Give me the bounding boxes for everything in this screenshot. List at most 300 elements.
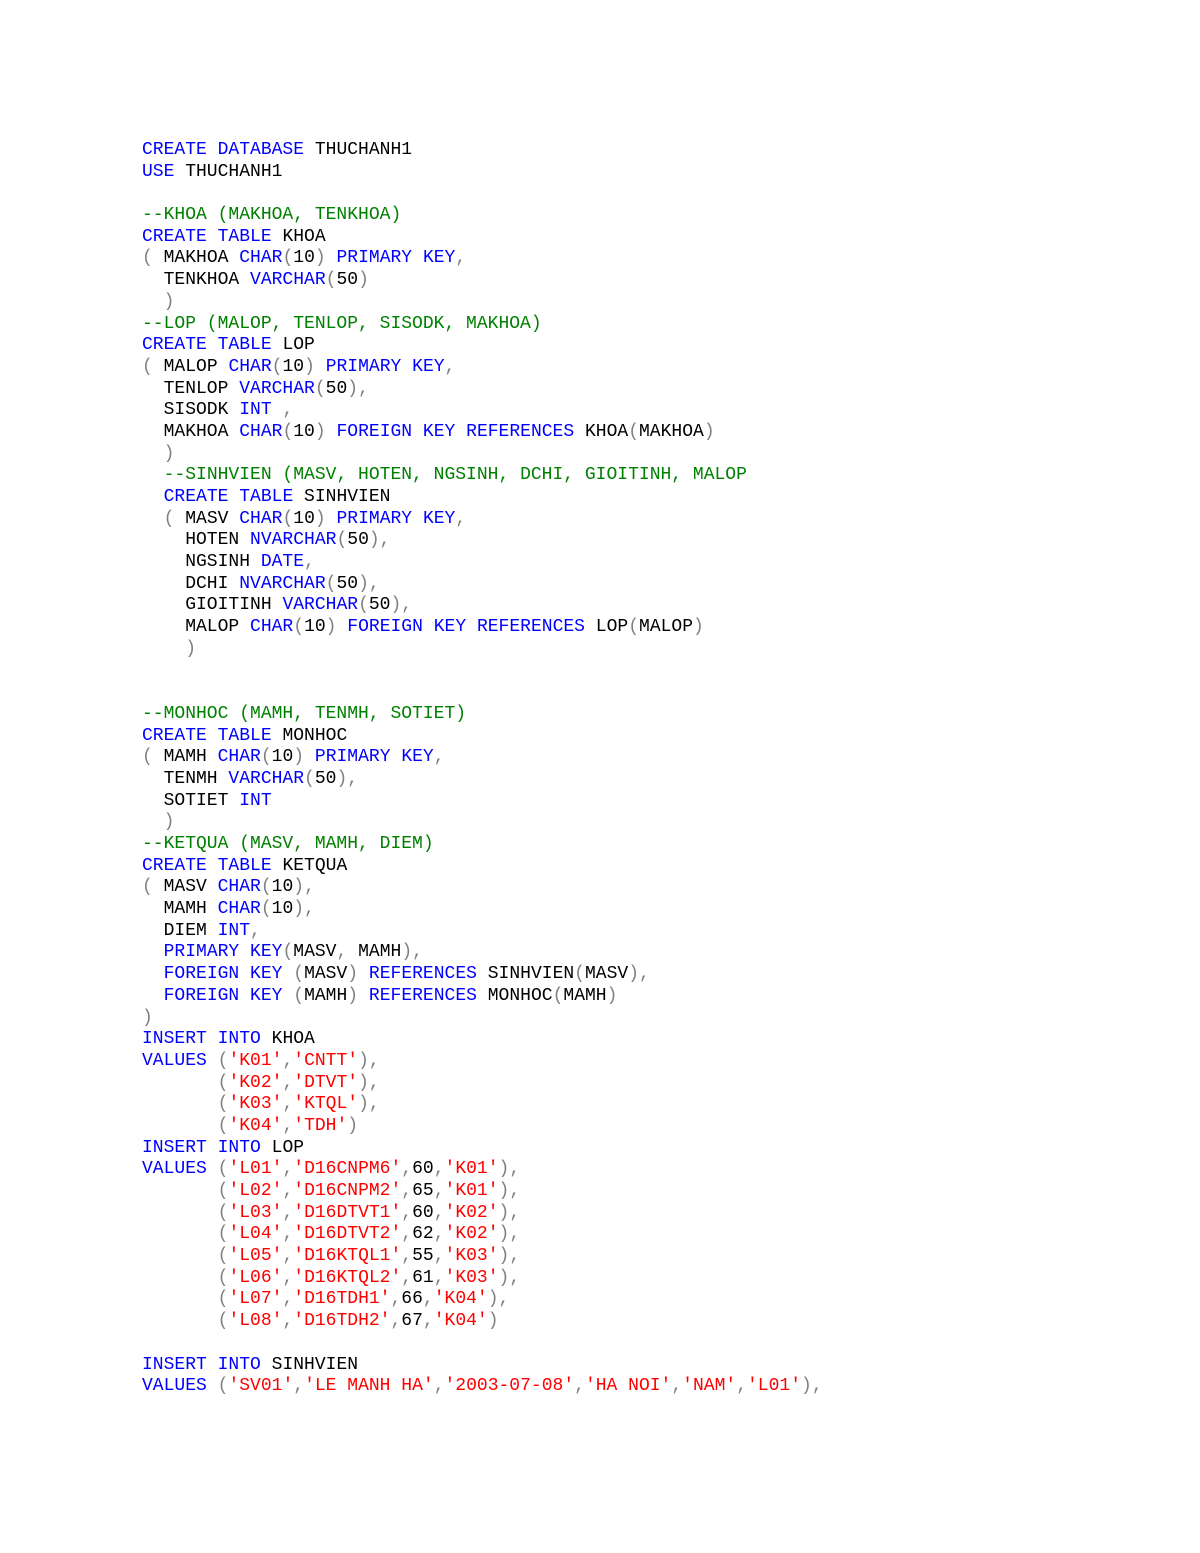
code-token-ident [391,747,402,767]
code-token-ident: SINHVIEN [476,964,575,985]
code-token-keyword: INT [239,790,272,811]
code-token-punct: , [433,1246,445,1267]
code-token-keyword: DATABASE [217,140,305,160]
code-token-punct: , [574,1376,585,1397]
code-token-punct: ) [606,985,618,1006]
code-token-ident [207,140,218,160]
code-token-ident [142,812,164,832]
code-token-string: 'K02' [228,1072,283,1093]
code-line [142,1051,823,1073]
code-token-punct: ( [142,877,153,898]
code-token-punct: ( [217,1376,229,1397]
code-token-punct: , [401,1267,413,1288]
code-token-ident [326,422,337,442]
code-line [142,661,823,683]
code-token-string: 'K03' [444,1267,499,1288]
code-token-comment: --KHOA (MAKHOA, TENKHOA) [142,205,402,226]
code-token-ident [466,617,477,637]
code-line [142,1246,823,1268]
code-token-ident: GIOITINH [142,595,283,616]
code-token-ident [142,1311,218,1331]
code-token-string: 'TDH' [293,1115,348,1136]
code-token-punct: , [336,942,348,963]
code-token-keyword: CREATE [142,725,207,746]
code-token-number: 50 [314,768,337,789]
code-token-keyword: FOREIGN [336,421,413,442]
code-token-punct: , [455,508,467,529]
code-token-string: 'K01' [444,1181,499,1201]
code-token-number: 61 [412,1267,434,1288]
code-token-punct: ) [703,421,715,442]
code-token-punct: ( [304,768,315,789]
code-token-ident: SISODK [142,400,240,421]
code-line [142,379,823,401]
code-token-string: 'K04' [433,1289,488,1310]
code-token-punct: ( [271,356,283,377]
code-token-string: 'D16KTQL1' [293,1246,402,1267]
code-token-ident [239,986,250,1006]
code-line [142,227,823,249]
code-token-punct: ), [358,573,380,594]
code-token-ident: TENLOP [142,378,240,399]
code-token-keyword: KEY [422,508,456,529]
code-token-punct: ), [498,1181,521,1201]
code-token-keyword: CHAR [239,248,283,269]
code-line [142,899,823,921]
code-token-punct: ( [217,1159,229,1180]
code-token-ident: MAMH [347,942,402,963]
code-token-keyword: KEY [433,617,467,638]
code-token-punct: , [282,400,294,421]
code-token-keyword: VALUES [142,1376,207,1397]
code-token-keyword: FOREIGN [347,617,423,638]
code-token-string: 'L07' [228,1289,283,1310]
code-line [142,422,823,444]
code-token-punct: ( [163,508,175,529]
code-token-keyword: KEY [250,964,283,985]
code-line [142,747,823,769]
code-token-punct: , [282,1050,294,1071]
code-token-ident [207,227,218,247]
code-token-number: 50 [368,595,391,616]
code-token-punct: , [433,1376,445,1397]
code-token-punct: , [422,1289,434,1310]
code-token-ident [142,639,185,659]
code-token-ident: MASV [304,964,348,985]
code-token-punct: , [736,1376,747,1397]
code-token-ident [142,1094,218,1114]
code-line [142,574,823,596]
code-token-punct: ( [260,877,272,898]
code-token-number: 66 [401,1289,423,1310]
code-token-ident [142,509,164,529]
code-token-keyword: CHAR [239,421,283,442]
code-token-punct: , [250,920,261,941]
code-token-string: 'L01' [747,1376,802,1397]
code-token-keyword: TABLE [217,725,272,746]
code-line [142,1181,823,1203]
code-token-punct: ( [217,1311,229,1332]
code-line [142,769,823,791]
code-line [142,1376,823,1398]
code-token-keyword: TABLE [217,855,272,876]
code-token-number: 50 [347,530,369,551]
code-token-string: 'D16KTQL2' [293,1267,402,1288]
code-token-ident: KHOA [271,226,326,247]
code-token-punct: ) [358,270,369,291]
code-token-punct: ( [574,964,585,985]
code-token-string: 'D16CNPM2' [293,1181,402,1201]
code-token-number: 10 [282,356,305,377]
code-token-number: 60 [412,1202,434,1223]
code-token-punct: ( [325,573,337,594]
code-token-keyword: KEY [250,985,283,1006]
code-token-string: 'KTQL' [293,1094,359,1115]
code-token-punct: ), [628,964,650,985]
code-token-number: 10 [271,899,294,920]
code-token-keyword: INSERT [142,1354,207,1375]
code-token-punct: ( [325,270,337,291]
code-token-punct: ( [142,248,153,269]
code-token-punct: , [282,1181,294,1201]
code-line [142,1116,823,1138]
code-token-ident [142,1073,218,1093]
code-token-punct: , [401,1181,413,1201]
code-token-keyword: PRIMARY [163,942,240,963]
code-token-punct: , [282,1224,294,1245]
code-token-comment: --LOP (MALOP, TENLOP, SISODK, MAKHOA) [142,313,542,334]
code-token-punct: ( [217,1246,229,1267]
code-token-ident: THUCHANH1 [174,161,283,182]
code-token-punct: , [282,1159,294,1180]
code-token-number: 50 [336,573,359,594]
code-token-punct: , [390,1311,402,1332]
code-line [142,834,823,856]
code-token-punct: ( [217,1181,229,1201]
code-token-ident [336,617,347,637]
code-token-number: 10 [293,248,315,269]
code-token-keyword: CREATE [142,855,207,876]
code-line [142,1159,823,1181]
code-token-ident: SOTIET [142,790,240,811]
code-token-ident: TENMH [142,768,229,789]
code-line [142,248,823,270]
code-token-punct: ), [498,1246,521,1267]
code-token-punct: ) [142,1007,153,1028]
code-line [142,1311,823,1333]
code-line [142,682,823,704]
code-line [142,1203,823,1225]
code-token-keyword: INSERT [142,1137,207,1158]
code-line [142,509,823,531]
code-token-punct: ), [358,1050,380,1071]
code-token-ident: TENKHOA [142,270,251,291]
code-line [142,1224,823,1246]
code-token-ident [142,986,164,1006]
code-token-punct: ) [347,964,359,985]
code-token-ident [412,422,423,442]
code-token-comment: --SINHVIEN (MASV, HOTEN, NGSINH, DCHI, GIOITINH, MALOP [163,465,747,486]
code-token-ident [142,1181,218,1201]
code-token-ident: KHOA [260,1029,315,1050]
code-token-punct: ), [498,1202,521,1223]
code-line [142,292,823,314]
code-line [142,314,823,336]
code-token-string: 'K04' [433,1311,488,1332]
code-token-string: 'K02' [444,1202,499,1223]
code-token-string: 'CNTT' [293,1050,359,1071]
code-token-ident [207,1355,218,1375]
code-line [142,552,823,574]
code-token-keyword: DATE [260,552,305,573]
code-line [142,877,823,899]
code-token-ident: MASV [152,877,218,898]
code-line [142,812,823,834]
code-token-punct: , [444,356,456,377]
code-token-ident: MALOP [142,617,251,638]
code-token-punct: ( [282,942,294,963]
code-token-ident: MAKHOA [142,421,240,442]
code-token-string: 'NAM' [682,1376,737,1397]
code-token-keyword: VALUES [142,1050,207,1071]
code-token-ident [207,1159,218,1179]
code-token-comment: --KETQUA (MASV, MAMH, DIEM) [142,834,434,854]
code-token-keyword: VARCHAR [250,270,326,291]
code-token-keyword: PRIMARY [336,248,413,269]
code-token-string: 'L02' [228,1181,283,1201]
code-token-ident [142,1203,218,1223]
code-token-ident [315,357,326,377]
code-token-keyword: CREATE [142,335,207,356]
code-token-number: 10 [293,421,315,442]
code-token-keyword: INT [239,400,272,421]
code-line [142,704,823,726]
code-token-punct: ( [217,1202,229,1223]
code-token-string: 'L01' [228,1159,283,1180]
code-token-ident: MAMH [142,899,218,920]
code-token-punct: ( [260,899,272,920]
code-line [142,140,823,162]
code-token-punct: ) [325,617,337,638]
code-line [142,1333,823,1355]
code-token-string: 'DTVT' [293,1072,359,1093]
code-token-keyword: TABLE [217,335,272,356]
code-line [142,726,823,748]
code-token-ident [142,1268,218,1288]
code-token-string: 'HA NOI' [584,1376,672,1397]
code-token-keyword: CREATE [163,487,229,507]
code-token-keyword: TABLE [239,487,294,507]
code-token-ident [142,465,164,485]
code-token-ident [282,964,293,984]
code-token-punct: ( [293,985,305,1006]
code-token-punct: ), [368,530,391,551]
code-token-ident [142,444,164,464]
code-line [142,465,823,487]
code-token-number: 55 [412,1246,434,1267]
code-token-keyword: REFERENCES [368,985,477,1006]
code-token-keyword: PRIMARY [336,508,413,529]
code-token-ident [228,487,239,507]
code-line [142,791,823,813]
code-token-number: 67 [401,1311,423,1332]
code-line [142,270,823,292]
code-token-punct: , [401,1159,413,1180]
code-token-ident: MAMH [304,985,348,1006]
code-token-keyword: KEY [250,942,283,963]
code-token-string: 'L08' [228,1311,283,1332]
code-token-keyword: VARCHAR [239,378,315,399]
code-token-punct: ) [163,812,175,833]
code-line [142,856,823,878]
code-token-keyword: NVARCHAR [239,573,326,594]
code-token-keyword: TABLE [217,226,272,247]
code-token-string: 'L06' [228,1267,283,1288]
code-token-punct: ( [142,356,153,377]
code-token-keyword: INSERT [142,1029,207,1050]
code-token-punct: , [282,1094,294,1115]
code-token-ident [142,964,164,984]
code-token-ident [358,986,369,1006]
code-line [142,205,823,227]
code-token-punct: ), [293,899,315,920]
code-token-punct: , [282,1072,294,1093]
code-token-ident: SINHVIEN [293,487,391,507]
code-token-ident: THUCHANH1 [304,140,413,160]
code-token-ident: DIEM [142,920,218,941]
code-token-punct: ) [163,443,175,464]
code-line [142,444,823,466]
code-token-ident [358,964,369,984]
code-token-ident [207,1138,218,1158]
code-token-keyword: KEY [401,747,434,768]
code-token-keyword: INTO [217,1137,261,1158]
code-token-keyword: CHAR [217,899,261,920]
code-token-punct: ) [304,356,315,377]
code-token-punct: ( [628,421,639,442]
code-token-keyword: FOREIGN [163,964,240,985]
code-token-punct: ) [293,747,305,768]
code-line [142,530,823,552]
code-token-ident [423,617,434,637]
code-line [142,487,823,509]
code-token-punct: ) [185,638,197,659]
code-token-ident: NGSINH [142,552,261,573]
code-token-punct: , [433,1267,445,1288]
code-token-punct: , [401,1224,413,1245]
code-token-punct: ) [487,1311,499,1332]
code-token-string: 'K01' [228,1050,283,1071]
code-line [142,964,823,986]
code-token-punct: , [282,1115,294,1136]
code-line [142,162,823,184]
code-token-punct: ) [163,291,175,312]
code-token-ident: KHOA [574,421,629,442]
code-line [142,921,823,943]
code-token-punct: , [401,1246,413,1267]
code-token-keyword: CHAR [228,356,272,377]
code-line [142,1094,823,1116]
code-token-ident [304,747,315,767]
code-token-punct: , [671,1376,683,1397]
code-token-keyword: REFERENCES [368,964,477,985]
code-token-ident [142,1246,218,1266]
code-token-ident [142,942,164,962]
code-token-punct: , [304,552,315,573]
code-token-punct: ), [358,1072,380,1093]
code-token-punct: ( [293,617,305,638]
code-token-ident: MASV [293,942,337,963]
code-token-punct: , [401,1202,413,1223]
code-line [142,1029,823,1051]
code-token-keyword: INTO [217,1354,261,1375]
code-token-punct: ( [217,1224,229,1245]
code-token-punct: ), [498,1159,521,1180]
code-token-punct: ), [801,1376,823,1397]
code-token-keyword: PRIMARY [314,747,391,768]
code-line [142,1355,823,1377]
code-token-punct: ( [552,985,564,1006]
code-token-number: 10 [271,877,294,898]
code-token-punct: ) [347,1115,359,1136]
code-line [142,335,823,357]
code-token-comment: --MONHOC (MAMH, TENMH, SOTIET) [142,703,467,724]
code-token-ident [326,509,337,529]
code-token-punct: , [422,1311,434,1332]
code-token-string: 'K02' [444,1224,499,1245]
code-token-punct: ( [282,248,294,269]
code-token-ident: MAMH [152,747,218,768]
code-token-keyword: VARCHAR [228,768,305,789]
code-token-ident [142,487,164,507]
code-token-keyword: KEY [422,248,456,269]
code-token-ident: MAKHOA [152,248,240,269]
code-token-string: 'D16CNPM6' [293,1159,402,1180]
code-token-punct: ( [282,421,294,442]
code-token-punct: ), [347,378,369,399]
code-token-punct: ), [401,942,423,963]
code-token-keyword: KEY [422,421,456,442]
code-token-keyword: CHAR [217,877,261,898]
code-token-punct: ), [358,1094,380,1115]
code-token-number: 50 [336,270,359,291]
code-line [142,617,823,639]
code-token-ident: SINHVIEN [260,1354,359,1375]
code-token-punct: ( [336,530,348,551]
code-line [142,639,823,661]
code-token-ident: MALOP [152,356,229,377]
code-token-ident: MONHOC [476,985,553,1006]
code-line [142,1289,823,1311]
code-token-string: 'L05' [228,1246,283,1267]
code-token-ident [207,726,218,746]
code-token-ident [412,509,423,529]
code-token-keyword: REFERENCES [466,421,575,442]
code-token-punct: , [282,1202,294,1223]
code-token-punct: , [282,1246,294,1267]
code-token-ident: MASV [174,508,240,529]
code-token-keyword: CREATE [142,140,207,160]
code-line [142,1138,823,1160]
code-token-number: 65 [412,1181,434,1201]
code-token-string: 'LE MANH HA' [304,1376,434,1397]
code-token-ident [207,335,218,355]
code-token-ident [401,357,412,377]
code-token-ident [207,1029,218,1049]
code-token-ident [272,400,283,420]
code-token-punct: ) [314,508,326,529]
code-line [142,1073,823,1095]
